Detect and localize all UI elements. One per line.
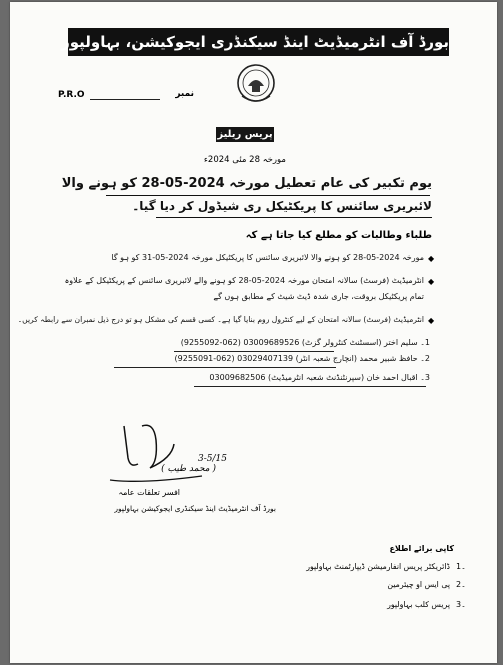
board-name-banner: بورڈ آف انٹرمیڈیٹ اینڈ سیکنڈری ایجوکیشن، بہاولپور <box>68 28 449 56</box>
bullet-marker: ◆ <box>428 316 435 325</box>
pro-number-line <box>90 99 160 100</box>
copy-item-2: پی ایس او چیئرمین <box>387 580 450 589</box>
signature-designation: افسر تعلقات عامہ <box>118 488 180 497</box>
copy-number: 1۔ <box>456 562 466 571</box>
bullet-marker: ◆ <box>428 277 435 286</box>
document-page <box>10 2 497 663</box>
copy-item-1: ڈائریکٹر پریس انفارمیشن ڈیپارٹمنٹ بہاولپور <box>306 562 450 571</box>
signature-name: ( محمد طیب ) <box>161 464 216 474</box>
contact-3: 3۔ اقبال احمد خان (سپرنٹنڈنٹ شعبہ انٹرمیڈیٹ) 03009682506 <box>209 373 430 382</box>
headline-underline-2 <box>156 217 432 218</box>
contact-2: 2۔ حافظ شبیر محمد (انچارج شعبہ انٹر) 03029407139 (062-9255091) <box>174 354 430 363</box>
signature-organization: بورڈ آف انٹرمیڈیٹ اینڈ سیکنڈری ایجوکیشن بہاولپور <box>114 504 276 513</box>
contact-underline <box>194 386 426 387</box>
headline-line-2: لائبریری سائنس کا پریکٹیکل ری شیڈول کر دیا گیا۔ <box>132 199 432 213</box>
contact-underline <box>174 351 334 352</box>
headline-line-1: یوم تکبیر کی عام تعطیل مورخہ 2024-05-28 کو ہونے والا <box>61 176 432 191</box>
pro-label: P.R.O <box>58 90 85 100</box>
intro-text: طلباء وطالبات کو مطلع کیا جاتا ہے کہ <box>245 230 432 241</box>
copy-number: 3۔ <box>456 600 466 609</box>
press-release-title: پریس ریلیز <box>217 129 273 140</box>
copy-item-3: پریس کلب بہاولپور <box>387 600 450 609</box>
bullet-3: انٹرمیڈیٹ (فرسٹ) سالانہ امتحان کے لیے کنٹرول روم بنایا گیا ہے۔ کسی قسم کی مشکل ہو تو درج ذیل نمبران سے رابطہ کریں۔ <box>17 315 424 324</box>
date-line: مورخہ 28 مئی 2024ء <box>203 155 286 165</box>
headline-underline-1 <box>106 195 430 196</box>
number-label: نمبر <box>175 89 194 99</box>
signature-initials: 3-5/15 <box>198 454 227 464</box>
contact-underline <box>114 367 336 368</box>
copy-heading: کاپی برائے اطلاع <box>389 544 454 553</box>
copy-number: 2۔ <box>456 580 466 589</box>
bullet-marker: ◆ <box>428 254 435 263</box>
bullet-2: انٹرمیڈیٹ (فرسٹ) سالانہ امتحان مورخہ 2024-05-28 کو ہونے والے لائبریری سائنس کے پریکٹیکل کے علاوہ <box>64 276 424 285</box>
board-logo <box>236 62 276 104</box>
bullet-1: مورخہ 2024-05-28 کو ہونے والا لائبریری سائنس کا پریکٹیکل مورخہ 2024-05-31 کو ہو گا <box>111 253 424 262</box>
signature-scrawl <box>102 418 222 488</box>
bullet-2-continuation: تمام پریکٹیکل بروقت، جاری شدہ ڈیٹ شیٹ کے مطابق ہوں گے <box>213 292 424 301</box>
contact-1: 1۔ سلیم اختر (اسسٹنٹ کنٹرولر گزٹ) 03009689526 (062-9255092) <box>180 338 430 347</box>
